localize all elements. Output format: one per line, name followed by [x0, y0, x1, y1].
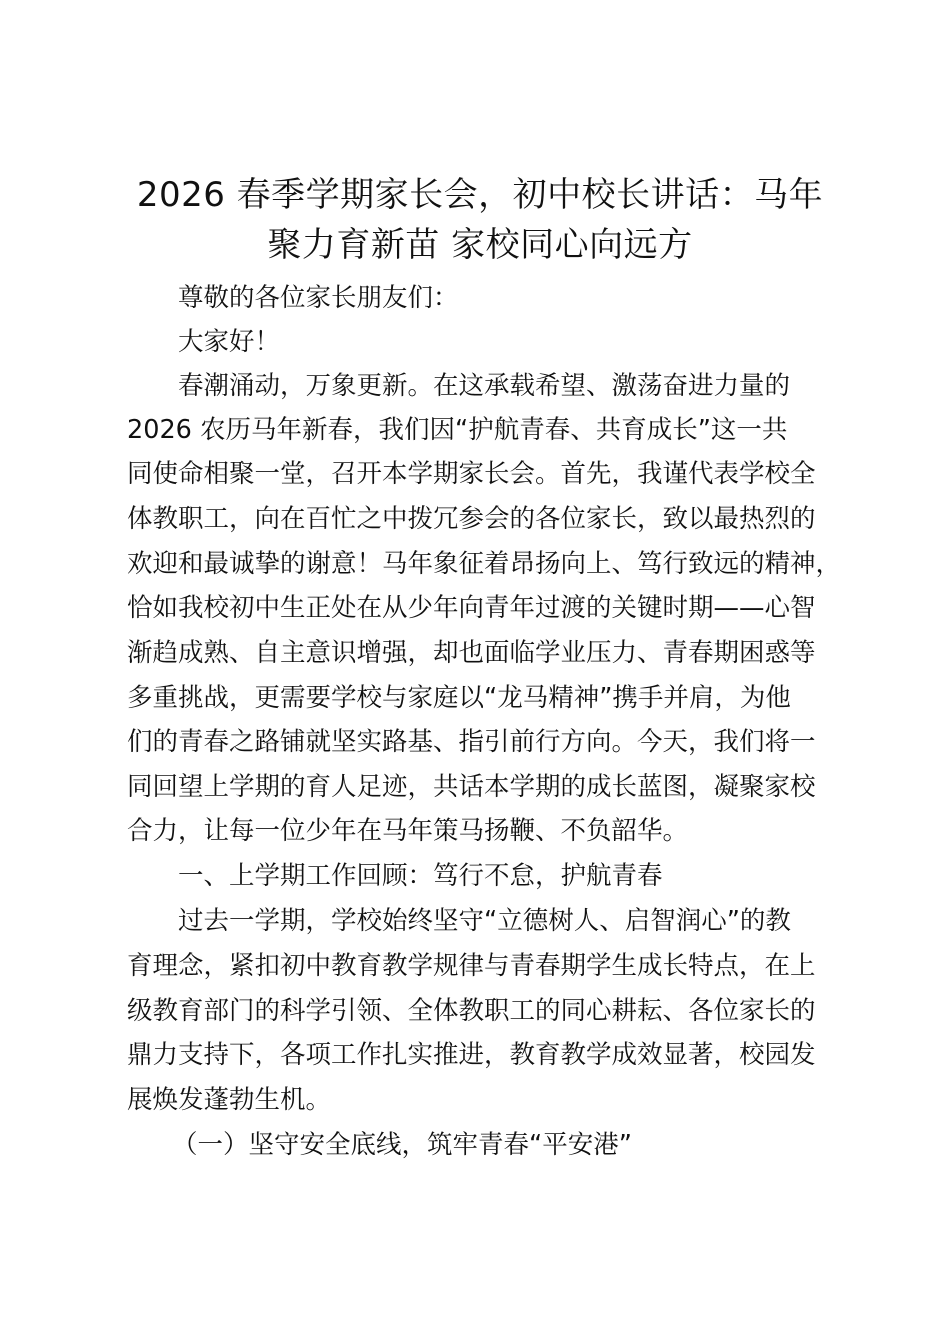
paragraph-line: 体教职工，向在百忙之中拨冗参会的各位家长，致以最热烈的: [127, 504, 816, 534]
paragraph-line: 同回望上学期的育人足迹，共话本学期的成长蓝图，凝聚家校: [127, 772, 816, 802]
salutation: 尊敬的各位家长朋友们：: [178, 283, 459, 313]
paragraph-line: 多重挑战，更需要学校与家庭以“龙马精神”携手并肩，为他: [127, 683, 791, 713]
paragraph-line: 育理念，紧扣初中教育教学规律与青春期学生成长特点，在上: [127, 951, 816, 981]
paragraph-line: 欢迎和最诚挚的谢意！马年象征着昂扬向上、笃行致远的精神，: [127, 549, 842, 579]
document-title: [110, 170, 850, 270]
paragraph-line: 春潮涌动，万象更新。在这承载希望、激荡奋进力量的: [178, 371, 791, 401]
title-line-2: 聚力育新苗 家校同心向远方: [267, 225, 693, 265]
paragraph-line: 过去一学期，学校始终坚守“立德树人、启智润心”的教: [178, 906, 791, 936]
paragraph-line: 合力，让每一位少年在马年策马扬鞭、不负韶华。: [127, 816, 689, 846]
paragraph-line: 们的青春之路铺就坚实路基、指引前行方向。今天，我们将一: [127, 727, 816, 757]
paragraph-line: 展焕发蓬勃生机。: [127, 1085, 332, 1115]
title-line-1: 2026 春季学期家长会，初中校长讲话：马年: [136, 175, 824, 215]
paragraph-line: 渐趋成熟、自主意识增强，却也面临学业压力、青春期困惑等: [127, 638, 816, 668]
paragraph-line: 级教育部门的科学引领、全体教职工的同心耕耘、各位家长的: [127, 996, 816, 1026]
paragraph-line: 恰如我校初中生正处在从少年向青年过渡的关键时期——心智: [127, 593, 816, 623]
subsection-heading-1: （一）坚守安全底线，筑牢青春“平安港”: [172, 1130, 632, 1160]
section-heading-1: 一、上学期工作回顾：笃行不怠，护航青春: [178, 861, 663, 891]
paragraph-line: 2026 农历马年新春，我们因“护航青春、共育成长”这一共: [127, 415, 788, 445]
greeting: 大家好！: [178, 327, 281, 357]
paragraph-line: 鼎力支持下，各项工作扎实推进，教育教学成效显著，校园发: [127, 1040, 816, 1070]
paragraph-line: 同使命相聚一堂，召开本学期家长会。首先，我谨代表学校全: [127, 459, 816, 489]
